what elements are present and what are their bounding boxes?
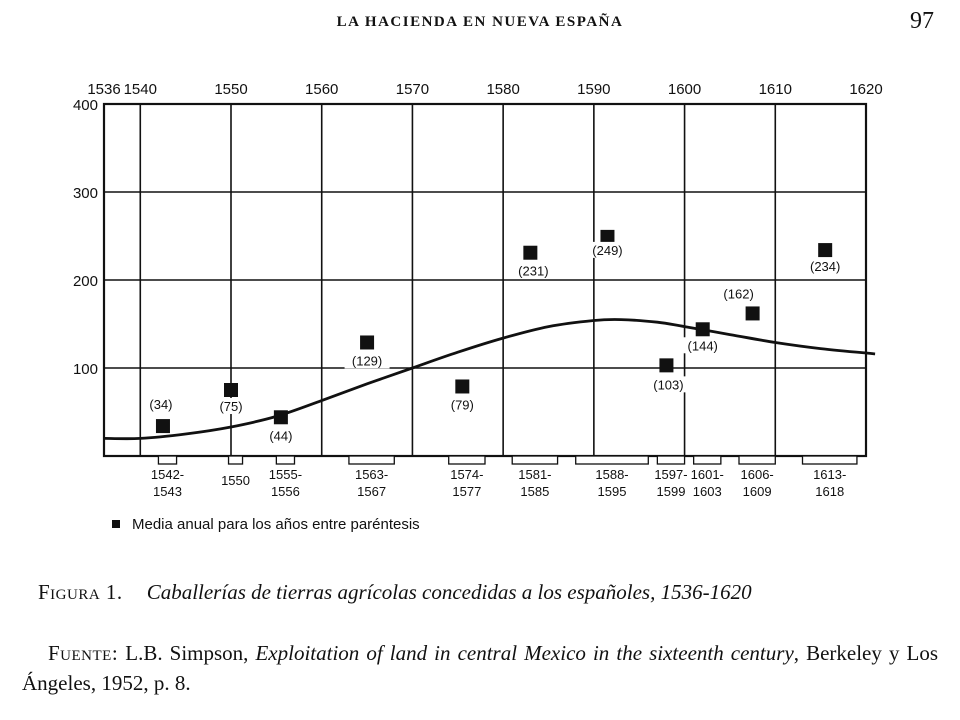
source-note <box>22 638 938 698</box>
period-label: 1606- <box>740 467 774 482</box>
data-point-marker <box>523 246 537 260</box>
x-tick-label: 1610 <box>758 81 792 98</box>
period-label: 1574- <box>450 467 484 482</box>
period-label: 1585 <box>520 484 550 499</box>
period-label: 1595 <box>597 484 627 499</box>
data-point-label: (34) <box>149 397 173 413</box>
data-point-label: (162) <box>723 286 754 302</box>
source-title: Exploitation of land in central Mexico in the sixteenth century <box>255 641 794 665</box>
period-label: 1613- <box>813 467 847 482</box>
legend-marker <box>112 520 120 528</box>
legend-text: Media anual para los años entre paréntesis <box>132 516 420 533</box>
legend <box>112 516 420 533</box>
running-head: LA HACIENDA EN NUEVA ESPAÑA <box>336 14 624 30</box>
period-label: 1542- <box>150 467 185 482</box>
period-bracket <box>739 456 775 464</box>
data-point-label: (103) <box>653 377 684 393</box>
period-labels <box>151 456 857 499</box>
period-label: 1567 <box>357 484 387 499</box>
period-bracket <box>349 456 394 464</box>
data-point-marker <box>360 335 374 349</box>
data-point-marker <box>156 419 170 433</box>
period-bracket <box>229 456 243 464</box>
period-label: 1550 <box>221 473 250 488</box>
data-point-label: (75) <box>219 399 243 414</box>
caption-text: Caballerías de tierras agrícolas concedidas a los españoles, 1536-1620 <box>146 580 752 604</box>
data-point-marker <box>696 322 710 336</box>
period-label: 1556 <box>270 484 300 499</box>
data-point-label: (79) <box>450 397 474 413</box>
period-bracket <box>449 456 485 464</box>
period-bracket <box>657 456 684 464</box>
trend-curve-group <box>104 319 875 438</box>
period-bracket <box>803 456 857 464</box>
source-label: Fuente: <box>48 641 119 665</box>
source-author: L.B. Simpson, <box>125 641 256 665</box>
period-label: 1563- <box>354 467 389 482</box>
y-tick-label: 400 <box>72 97 98 114</box>
x-tick-label: 1580 <box>486 81 520 98</box>
x-tick-label: 1600 <box>667 81 702 98</box>
period-label: 1609 <box>742 484 772 499</box>
x-tick-label: 1570 <box>395 81 430 98</box>
data-point-marker <box>746 306 760 320</box>
x-tick-label: 1620 <box>849 81 883 98</box>
period-bracket <box>158 456 176 464</box>
data-point-label: (144) <box>687 338 718 354</box>
period-label: 1603 <box>692 484 722 499</box>
trend-curve <box>104 319 875 438</box>
y-tick-label: 100 <box>72 361 98 378</box>
period-label: 1597- <box>654 467 688 482</box>
x-tick-label: 1560 <box>305 81 339 98</box>
period-label: 1588- <box>595 467 629 482</box>
period-bracket <box>694 456 721 464</box>
x-tick-label: 1590 <box>577 81 611 98</box>
data-point-marker <box>600 230 614 244</box>
data-point-label: (44) <box>269 428 293 444</box>
page-number: 97 <box>910 8 934 34</box>
data-point-label: (234) <box>809 259 841 275</box>
source-publication: , Berkeley y Los Ángeles, 1952, p. 8. <box>22 641 939 695</box>
data-point-label: (249) <box>592 242 623 258</box>
period-bracket <box>576 456 649 464</box>
period-label: 1543 <box>153 484 182 499</box>
period-label: 1581- <box>518 467 552 482</box>
data-point-marker <box>274 410 288 424</box>
data-point-marker <box>455 379 469 393</box>
period-label: 1599 <box>656 484 686 499</box>
x-tick-label: 1540 <box>123 81 157 98</box>
period-bracket <box>512 456 557 464</box>
period-bracket <box>276 456 294 464</box>
period-label: 1577 <box>452 484 482 499</box>
x-tick-label: 1536 <box>87 81 121 98</box>
data-point-marker <box>818 243 832 257</box>
period-label: 1618 <box>815 484 845 499</box>
data-point-marker <box>659 358 673 372</box>
data-point-marker <box>224 383 238 397</box>
period-label: 1601- <box>690 467 724 482</box>
figure-caption <box>38 580 938 605</box>
y-tick-label: 200 <box>72 273 98 290</box>
caption-label: Figura 1. <box>38 580 123 604</box>
axis-ticks <box>73 81 883 378</box>
x-tick-label: 1550 <box>214 81 248 98</box>
period-label: 1555- <box>268 467 303 482</box>
data-point-label: (231) <box>518 263 549 279</box>
y-tick-label: 300 <box>72 185 98 202</box>
data-point-label: (129) <box>351 353 383 369</box>
